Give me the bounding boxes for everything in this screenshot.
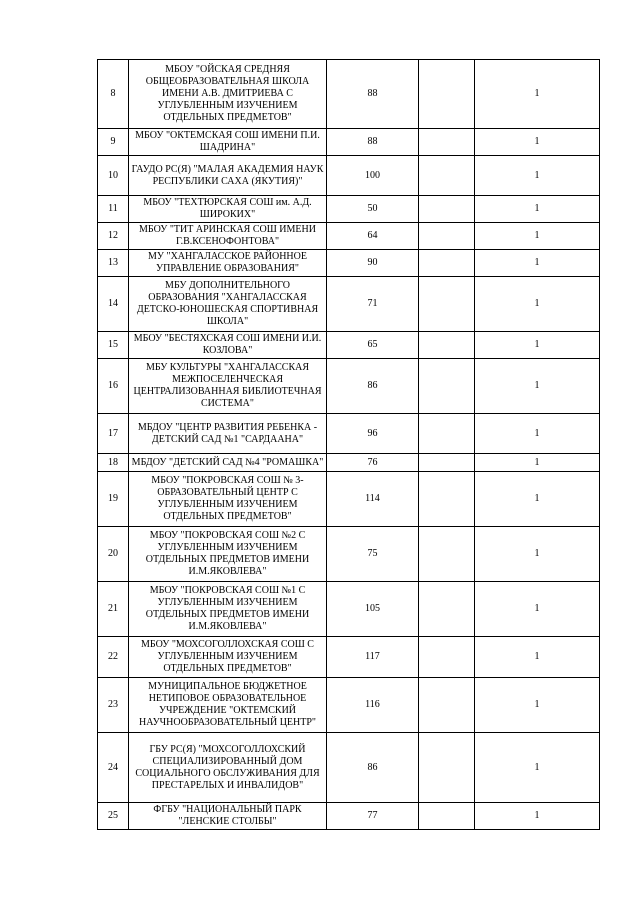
count-value: 105 <box>327 582 419 637</box>
row-number: 18 <box>98 454 129 472</box>
empty-cell <box>419 196 475 223</box>
table-row <box>98 472 600 527</box>
count-value: 75 <box>327 527 419 582</box>
row-number: 13 <box>98 250 129 277</box>
organization-name: МУ "ХАНГАЛАССКОЕ РАЙОННОЕ УПРАВЛЕНИЕ ОБРАЗОВАНИЯ" <box>129 250 327 277</box>
empty-cell <box>419 733 475 803</box>
count-value: 116 <box>327 678 419 733</box>
table-row <box>98 678 600 733</box>
value-cell: 1 <box>475 454 600 472</box>
organization-name: МБУ ДОПОЛНИТЕЛЬНОГО ОБРАЗОВАНИЯ "ХАНГАЛАССКАЯ ДЕТСКО-ЮНОШЕСКАЯ СПОРТИВНАЯ ШКОЛА" <box>129 277 327 332</box>
table-row <box>98 527 600 582</box>
table-row <box>98 733 600 803</box>
empty-cell <box>419 454 475 472</box>
value-cell: 1 <box>475 196 600 223</box>
empty-cell <box>419 582 475 637</box>
count-value: 114 <box>327 472 419 527</box>
organization-name: МБОУ "ТИТ АРИНСКАЯ СОШ ИМЕНИ Г.В.КСЕНОФОНТОВА" <box>129 223 327 250</box>
row-number: 12 <box>98 223 129 250</box>
empty-cell <box>419 250 475 277</box>
table-row <box>98 803 600 830</box>
table-row <box>98 637 600 678</box>
organizations-table <box>97 59 600 830</box>
table-row <box>98 60 600 129</box>
organization-name: МБДОУ "ДЕТСКИЙ САД №4 "РОМАШКА" <box>129 454 327 472</box>
table-row <box>98 196 600 223</box>
value-cell: 1 <box>475 637 600 678</box>
empty-cell <box>419 129 475 156</box>
count-value: 76 <box>327 454 419 472</box>
organization-name: МБДОУ "ЦЕНТР РАЗВИТИЯ РЕБЕНКА - ДЕТСКИЙ САД №1 "САРДААНА" <box>129 414 327 454</box>
organization-name: МБОУ "ТЕХТЮРСКАЯ СОШ им. А.Д. ШИРОКИХ" <box>129 196 327 223</box>
table-row <box>98 129 600 156</box>
row-number: 9 <box>98 129 129 156</box>
organization-name: МБОУ "ПОКРОВСКАЯ СОШ № 3-ОБРАЗОВАТЕЛЬНЫЙ ЦЕНТР С УГЛУБЛЕННЫМ ИЗУЧЕНИЕМ ОТДЕЛЬНЫХ ПРЕДМЕТОВ" <box>129 472 327 527</box>
row-number: 25 <box>98 803 129 830</box>
row-number: 8 <box>98 60 129 129</box>
row-number: 15 <box>98 332 129 359</box>
count-value: 88 <box>327 60 419 129</box>
row-number: 19 <box>98 472 129 527</box>
organization-name: МБОУ "ОКТЕМСКАЯ СОШ ИМЕНИ П.И. ШАДРИНА" <box>129 129 327 156</box>
table-row <box>98 156 600 196</box>
value-cell: 1 <box>475 223 600 250</box>
empty-cell <box>419 277 475 332</box>
empty-cell <box>419 156 475 196</box>
organization-name: МБОУ "БЕСТЯХСКАЯ СОШ ИМЕНИ И.И. КОЗЛОВА" <box>129 332 327 359</box>
value-cell: 1 <box>475 733 600 803</box>
organization-name: МБОУ "МОХСОГОЛЛОХСКАЯ СОШ С УГЛУБЛЕННЫМ ИЗУЧЕНИЕМ ОТДЕЛЬНЫХ ПРЕДМЕТОВ" <box>129 637 327 678</box>
value-cell: 1 <box>475 332 600 359</box>
row-number: 24 <box>98 733 129 803</box>
count-value: 71 <box>327 277 419 332</box>
count-value: 64 <box>327 223 419 250</box>
table-row <box>98 332 600 359</box>
empty-cell <box>419 359 475 414</box>
organization-name: ГБУ РС(Я) "МОХСОГОЛЛОХСКИЙ СПЕЦИАЛИЗИРОВАННЫЙ ДОМ СОЦИАЛЬНОГО ОБСЛУЖИВАНИЯ ДЛЯ ПРЕСТАРЕЛЫХ И ИНВАЛИДОВ" <box>129 733 327 803</box>
table-row <box>98 223 600 250</box>
value-cell: 1 <box>475 156 600 196</box>
organization-name: МБУ КУЛЬТУРЫ "ХАНГАЛАССКАЯ МЕЖПОСЕЛЕНЧЕСКАЯ ЦЕНТРАЛИЗОВАННАЯ БИБЛИОТЕЧНАЯ СИСТЕМА" <box>129 359 327 414</box>
table-row <box>98 414 600 454</box>
organization-name: МБОУ "ПОКРОВСКАЯ СОШ №2 С УГЛУБЛЕННЫМ ИЗУЧЕНИЕМ ОТДЕЛЬНЫХ ПРЕДМЕТОВ ИМЕНИ И.М.ЯКОВЛЕВА" <box>129 527 327 582</box>
count-value: 77 <box>327 803 419 830</box>
table-row <box>98 277 600 332</box>
empty-cell <box>419 803 475 830</box>
table-row <box>98 582 600 637</box>
value-cell: 1 <box>475 250 600 277</box>
value-cell: 1 <box>475 527 600 582</box>
organization-name: ФГБУ "НАЦИОНАЛЬНЫЙ ПАРК "ЛЕНСКИЕ СТОЛБЫ" <box>129 803 327 830</box>
value-cell: 1 <box>475 60 600 129</box>
value-cell: 1 <box>475 359 600 414</box>
row-number: 14 <box>98 277 129 332</box>
empty-cell <box>419 472 475 527</box>
count-value: 96 <box>327 414 419 454</box>
count-value: 88 <box>327 129 419 156</box>
value-cell: 1 <box>475 803 600 830</box>
table-row <box>98 454 600 472</box>
row-number: 11 <box>98 196 129 223</box>
table-row <box>98 250 600 277</box>
table-body <box>98 60 600 830</box>
value-cell: 1 <box>475 129 600 156</box>
table-row <box>98 359 600 414</box>
count-value: 86 <box>327 733 419 803</box>
row-number: 16 <box>98 359 129 414</box>
count-value: 90 <box>327 250 419 277</box>
value-cell: 1 <box>475 472 600 527</box>
value-cell: 1 <box>475 582 600 637</box>
row-number: 23 <box>98 678 129 733</box>
empty-cell <box>419 332 475 359</box>
row-number: 10 <box>98 156 129 196</box>
organization-name: ГАУДО РС(Я) "МАЛАЯ АКАДЕМИЯ НАУК РЕСПУБЛИКИ САХА (ЯКУТИЯ)" <box>129 156 327 196</box>
organization-name: МБОУ "ОЙСКАЯ СРЕДНЯЯ ОБЩЕОБРАЗОВАТЕЛЬНАЯ ШКОЛА ИМЕНИ А.В. ДМИТРИЕВА С УГЛУБЛЕННЫМ ИЗУЧЕНИЕМ ОТДЕЛЬНЫХ ПРЕДМЕТОВ" <box>129 60 327 129</box>
count-value: 50 <box>327 196 419 223</box>
organization-name: МБОУ "ПОКРОВСКАЯ СОШ №1 С УГЛУБЛЕННЫМ ИЗУЧЕНИЕМ ОТДЕЛЬНЫХ ПРЕДМЕТОВ ИМЕНИ И.М.ЯКОВЛЕВА" <box>129 582 327 637</box>
empty-cell <box>419 414 475 454</box>
value-cell: 1 <box>475 277 600 332</box>
empty-cell <box>419 60 475 129</box>
empty-cell <box>419 678 475 733</box>
row-number: 17 <box>98 414 129 454</box>
value-cell: 1 <box>475 414 600 454</box>
row-number: 21 <box>98 582 129 637</box>
row-number: 22 <box>98 637 129 678</box>
empty-cell <box>419 637 475 678</box>
count-value: 86 <box>327 359 419 414</box>
organization-name: МУНИЦИПАЛЬНОЕ БЮДЖЕТНОЕ НЕТИПОВОЕ ОБРАЗОВАТЕЛЬНОЕ УЧРЕЖДЕНИЕ "ОКТЕМСКИЙ НАУЧНООБРАЗОВАТЕЛЬНЫЙ ЦЕНТР" <box>129 678 327 733</box>
row-number: 20 <box>98 527 129 582</box>
count-value: 117 <box>327 637 419 678</box>
count-value: 100 <box>327 156 419 196</box>
empty-cell <box>419 223 475 250</box>
empty-cell <box>419 527 475 582</box>
value-cell: 1 <box>475 678 600 733</box>
count-value: 65 <box>327 332 419 359</box>
